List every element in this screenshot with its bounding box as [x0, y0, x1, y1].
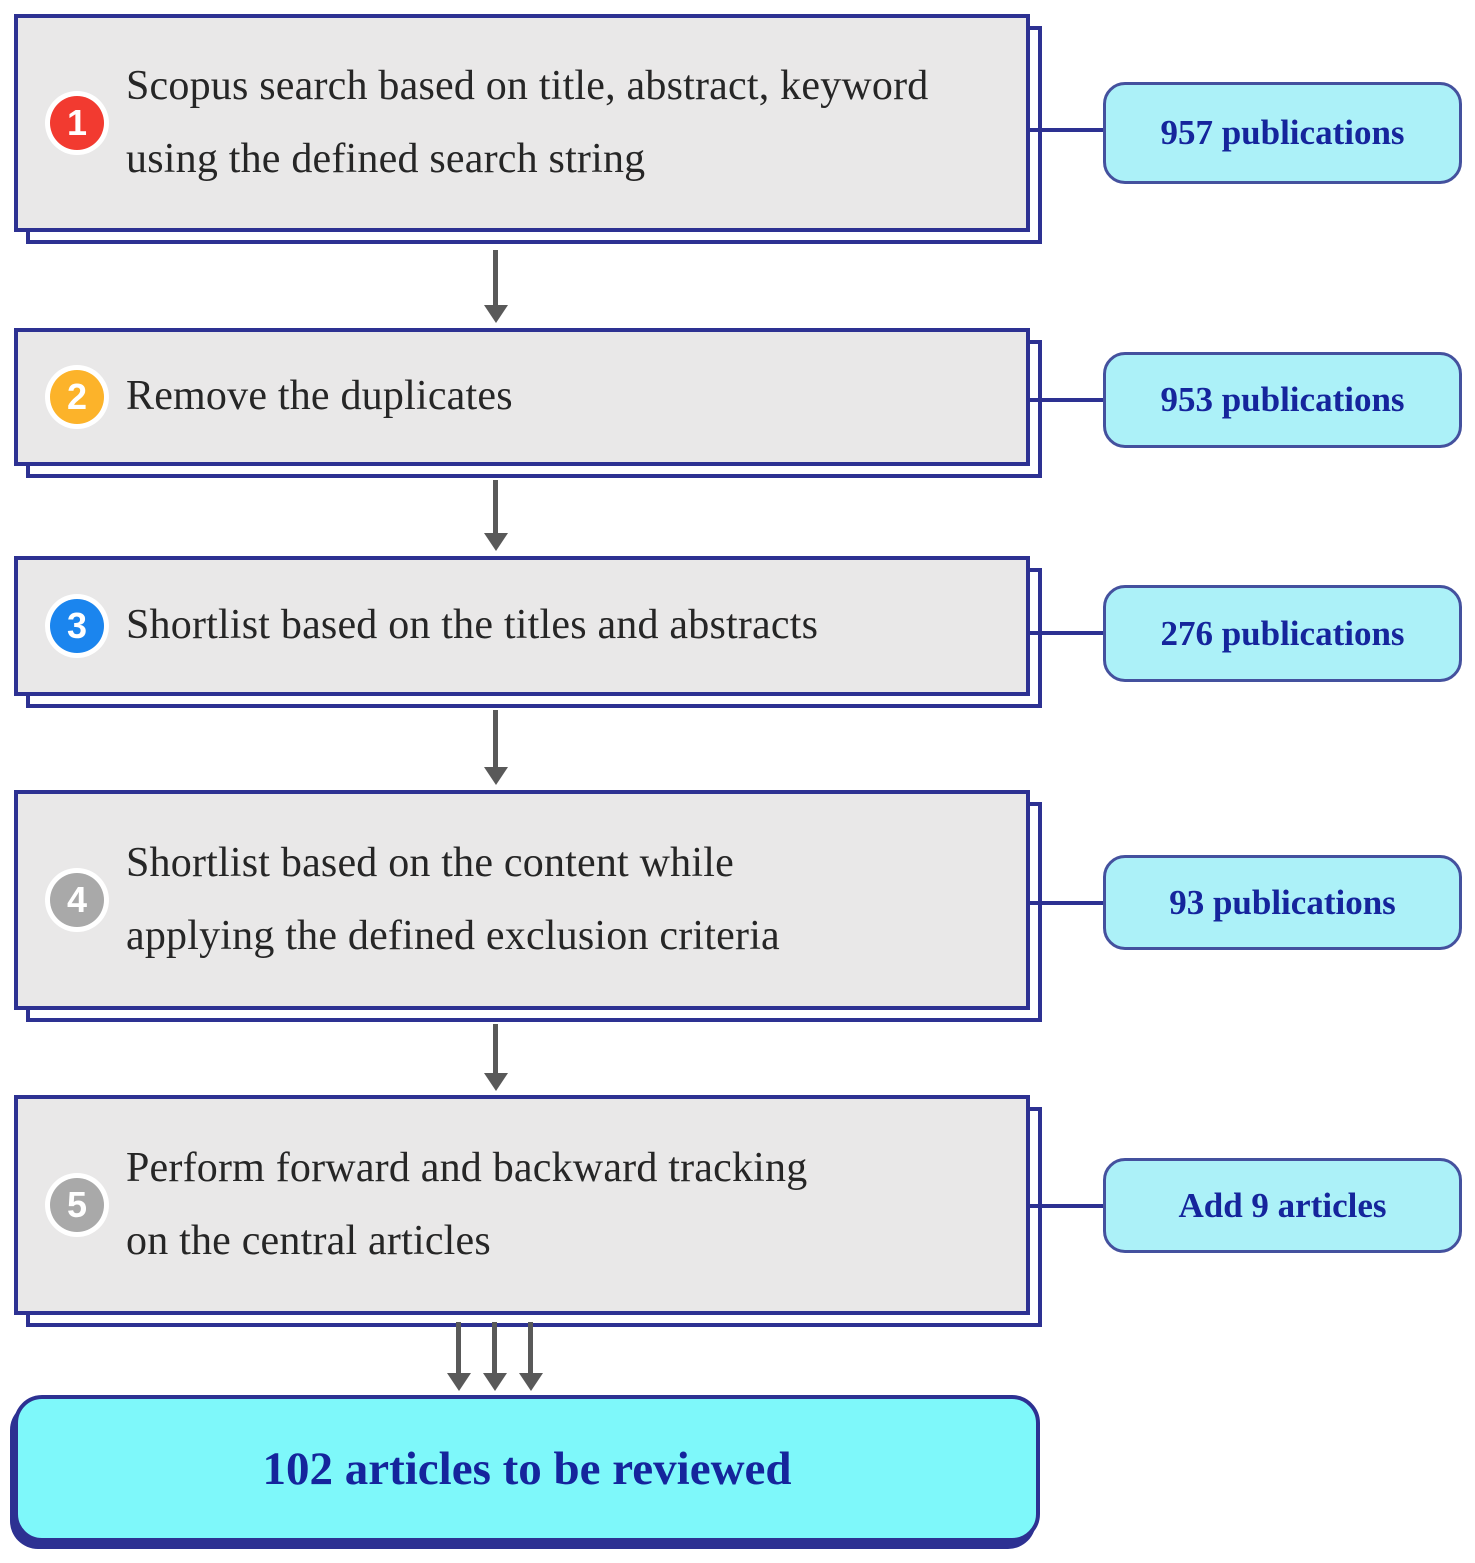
step-3-number-badge: 3	[50, 599, 104, 653]
step-1-label: Scopus search based on title, abstract, keyword using the defined search string	[126, 62, 929, 182]
result-pill-2: 953 publications	[1103, 352, 1462, 448]
step-2-number-badge: 2	[50, 370, 104, 424]
arrow-down-icon-1	[493, 250, 498, 306]
step-5-label: Perform forward and backward tracking on the central articles	[126, 1144, 808, 1264]
result-pill-3: 276 publications	[1103, 585, 1462, 682]
step-box-1	[14, 14, 1030, 232]
connector-line-5	[1028, 1204, 1103, 1208]
final-result-label: 102 articles to be reviewed	[262, 1442, 792, 1495]
step-3-label: Shortlist based on the titles and abstracts	[126, 602, 819, 649]
step-1-number-badge: 1	[50, 96, 104, 150]
step-box-2	[14, 328, 1030, 466]
result-pill-1: 957 publications	[1103, 82, 1462, 184]
result-pill-4: 93 publications	[1103, 855, 1462, 950]
arrow-down-icon-4	[493, 1024, 498, 1074]
final-result-box	[14, 1395, 1040, 1542]
step-4-number-badge: 4	[50, 873, 104, 927]
result-pill-5: Add 9 articles	[1103, 1158, 1462, 1253]
arrow-down-icon-5a	[456, 1322, 461, 1374]
arrow-down-icon-3	[493, 710, 498, 768]
step-5-number-badge: 5	[50, 1178, 104, 1232]
arrow-down-icon-2	[493, 480, 498, 534]
step-2-label: Remove the duplicates	[126, 373, 513, 420]
connector-line-4	[1028, 901, 1103, 905]
connector-line-2	[1028, 398, 1103, 402]
connector-line-1	[1028, 128, 1103, 132]
step-box-4	[14, 790, 1030, 1010]
arrow-down-icon-5c	[528, 1322, 533, 1374]
connector-line-3	[1028, 631, 1103, 635]
step-4-label: Shortlist based on the content while applying the defined exclusion criteria	[126, 839, 780, 959]
arrow-down-icon-5b	[492, 1322, 497, 1374]
step-box-3	[14, 556, 1030, 696]
step-box-5	[14, 1095, 1030, 1315]
